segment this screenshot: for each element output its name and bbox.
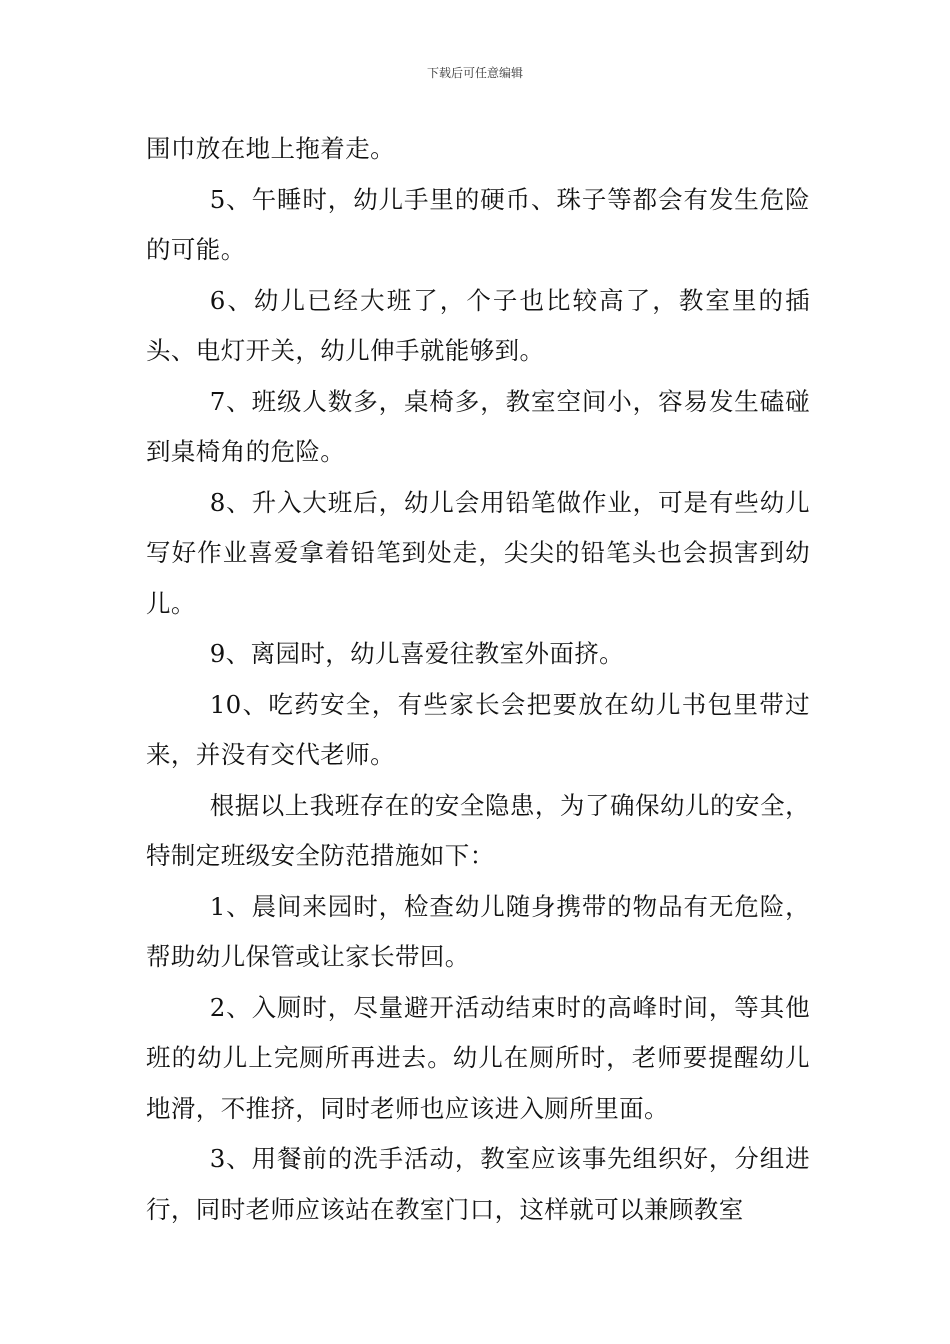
paragraph-measure-3: 3、用餐前的洗手活动，教室应该事先组织好，分组进行，同时老师应该站在教室门口，这样就可以兼顾教室 [146, 1144, 810, 1224]
paragraph-item-9: 9、离园时，幼儿喜爱往教室外面挤。 [209, 639, 625, 668]
paragraph-measure-1: 1、晨间来园时，检查幼儿随身携带的物品有无危险，帮助幼儿保管或让家长带回。 [146, 891, 810, 971]
paragraph-measures-intro: 根据以上我班存在的安全隐患，为了确保幼儿的安全，特制定班级安全防范措施如下： [146, 790, 810, 870]
paragraph-measure-2: 2、入厕时，尽量避开活动结束时的高峰时间，等其他班的幼儿上完厕所再进去。幼儿在厕所时，老师要提醒幼儿地滑，不推挤，同时老师也应该进入厕所里面。 [146, 992, 810, 1123]
paragraph-item-8: 8、升入大班后，幼儿会用铅笔做作业，可是有些幼儿写好作业喜爱拿着铅笔到处走，尖尖的铅笔头也会损害到幼儿。 [146, 487, 810, 618]
paragraph-item-7: 7、班级人数多，桌椅多，教室空间小，容易发生磕碰到桌椅角的危险。 [146, 386, 810, 466]
paragraph-continuation: 围巾放在地上拖着走。 [146, 134, 395, 163]
paragraph-item-6: 6、幼儿已经大班了，个子也比较高了，教室里的插头、电灯开关，幼儿伸手就能够到。 [146, 285, 810, 365]
document-body [146, 124, 810, 1235]
paragraph-item-10: 10、吃药安全，有些家长会把要放在幼儿书包里带过来，并没有交代老师。 [146, 689, 810, 769]
paragraph-item-5: 5、午睡时，幼儿手里的硬币、珠子等都会有发生危险的可能。 [146, 184, 810, 264]
page-header: 下载后可任意编辑 [426, 66, 523, 80]
